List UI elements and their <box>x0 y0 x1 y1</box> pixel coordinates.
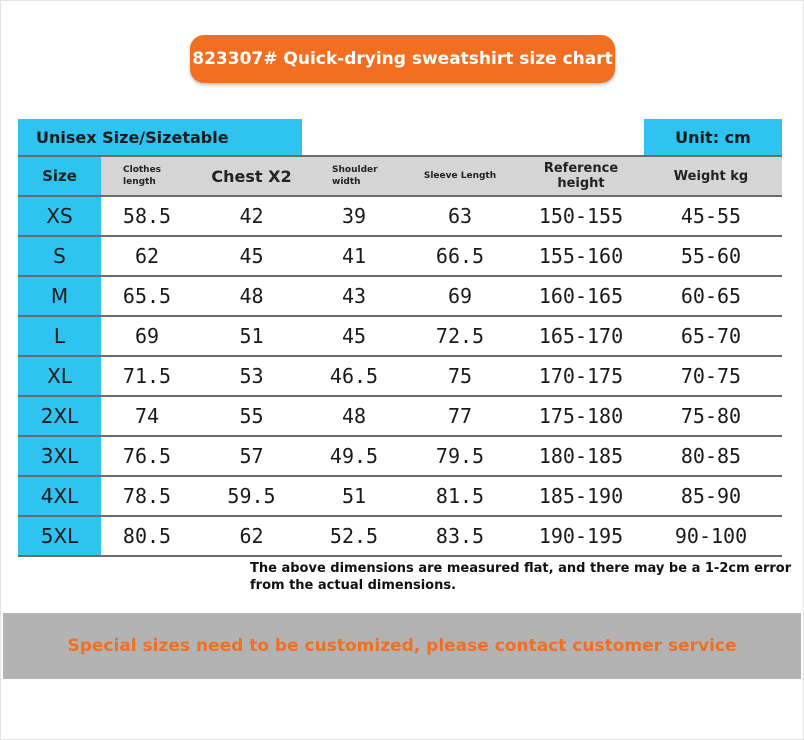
table-header-row <box>18 156 782 196</box>
cell-reference-height: 155-160 <box>522 236 640 276</box>
cell-shoulder-width: 39 <box>310 196 398 236</box>
cell-clothes-length: 78.5 <box>101 476 193 516</box>
cell-reference-height: 180-185 <box>522 436 640 476</box>
cell-size: XS <box>18 196 101 236</box>
cell-weight: 60-65 <box>640 276 782 316</box>
table-row <box>18 196 782 236</box>
cell-clothes-length: 58.5 <box>101 196 193 236</box>
cell-sleeve-length: 69 <box>398 276 522 316</box>
table-row <box>18 436 782 476</box>
cell-shoulder-width: 43 <box>310 276 398 316</box>
cell-reference-height: 175-180 <box>522 396 640 436</box>
cell-weight: 65-70 <box>640 316 782 356</box>
column-header-sleeve-length: Sleeve Length <box>398 156 522 196</box>
cell-sleeve-length: 83.5 <box>398 516 522 556</box>
cell-weight: 85-90 <box>640 476 782 516</box>
cell-clothes-length: 69 <box>101 316 193 356</box>
cell-shoulder-width: 45 <box>310 316 398 356</box>
cell-clothes-length: 71.5 <box>101 356 193 396</box>
cell-sleeve-length: 77 <box>398 396 522 436</box>
cell-sleeve-length: 66.5 <box>398 236 522 276</box>
column-header-size: Size <box>18 156 101 196</box>
chart-title-text: 823307# Quick-drying sweatshirt size chart <box>192 49 613 69</box>
table-row <box>18 316 782 356</box>
cell-chest: 57 <box>193 436 310 476</box>
cell-weight: 90-100 <box>640 516 782 556</box>
cell-sleeve-length: 79.5 <box>398 436 522 476</box>
cell-clothes-length: 80.5 <box>101 516 193 556</box>
cell-shoulder-width: 48 <box>310 396 398 436</box>
table-row <box>18 516 782 556</box>
size-table <box>18 155 782 557</box>
cell-size: M <box>18 276 101 316</box>
cell-chest: 51 <box>193 316 310 356</box>
cell-chest: 42 <box>193 196 310 236</box>
cell-size: 3XL <box>18 436 101 476</box>
cell-chest: 45 <box>193 236 310 276</box>
cell-reference-height: 160-165 <box>522 276 640 316</box>
cell-reference-height: 185-190 <box>522 476 640 516</box>
cell-reference-height: 150-155 <box>522 196 640 236</box>
column-header-chest: Chest X2 <box>193 156 310 196</box>
cell-shoulder-width: 52.5 <box>310 516 398 556</box>
cell-shoulder-width: 46.5 <box>310 356 398 396</box>
cell-clothes-length: 65.5 <box>101 276 193 316</box>
cell-chest: 62 <box>193 516 310 556</box>
cell-sleeve-length: 63 <box>398 196 522 236</box>
unit-label <box>644 119 782 155</box>
cell-sleeve-length: 81.5 <box>398 476 522 516</box>
cell-reference-height: 165-170 <box>522 316 640 356</box>
cell-size: 4XL <box>18 476 101 516</box>
cell-size: S <box>18 236 101 276</box>
cell-reference-height: 190-195 <box>522 516 640 556</box>
cell-shoulder-width: 49.5 <box>310 436 398 476</box>
cell-clothes-length: 76.5 <box>101 436 193 476</box>
chart-title <box>190 35 615 83</box>
cell-weight: 75-80 <box>640 396 782 436</box>
cell-sleeve-length: 72.5 <box>398 316 522 356</box>
unit-label-text: Unit: cm <box>675 127 751 147</box>
cell-chest: 48 <box>193 276 310 316</box>
table-row <box>18 236 782 276</box>
column-header-weight: Weight kg <box>640 156 782 196</box>
cell-size: 2XL <box>18 396 101 436</box>
column-header-clothes-length: Clothes length <box>101 156 193 196</box>
unisex-size-label <box>18 119 302 155</box>
measurement-note: The above dimensions are measured flat, and there may be a 1-2cm error from the actual dimensions. <box>250 561 792 593</box>
cell-size: L <box>18 316 101 356</box>
cell-weight: 70-75 <box>640 356 782 396</box>
custom-size-notice-text: Special sizes need to be customized, please contact customer service <box>67 636 737 656</box>
cell-size: 5XL <box>18 516 101 556</box>
cell-chest: 53 <box>193 356 310 396</box>
cell-clothes-length: 74 <box>101 396 193 436</box>
cell-chest: 59.5 <box>193 476 310 516</box>
column-header-shoulder-width: Shoulder width <box>310 156 398 196</box>
cell-weight: 45-55 <box>640 196 782 236</box>
cell-reference-height: 170-175 <box>522 356 640 396</box>
cell-weight: 80-85 <box>640 436 782 476</box>
table-row <box>18 476 782 516</box>
cell-weight: 55-60 <box>640 236 782 276</box>
table-row <box>18 356 782 396</box>
unisex-size-label-text: Unisex Size/Sizetable <box>36 127 229 147</box>
cell-sleeve-length: 75 <box>398 356 522 396</box>
cell-size: XL <box>18 356 101 396</box>
table-row <box>18 396 782 436</box>
cell-shoulder-width: 51 <box>310 476 398 516</box>
custom-size-notice <box>3 613 801 679</box>
table-row <box>18 276 782 316</box>
cell-chest: 55 <box>193 396 310 436</box>
cell-shoulder-width: 41 <box>310 236 398 276</box>
cell-clothes-length: 62 <box>101 236 193 276</box>
column-header-reference-height: Reference height <box>522 156 640 196</box>
